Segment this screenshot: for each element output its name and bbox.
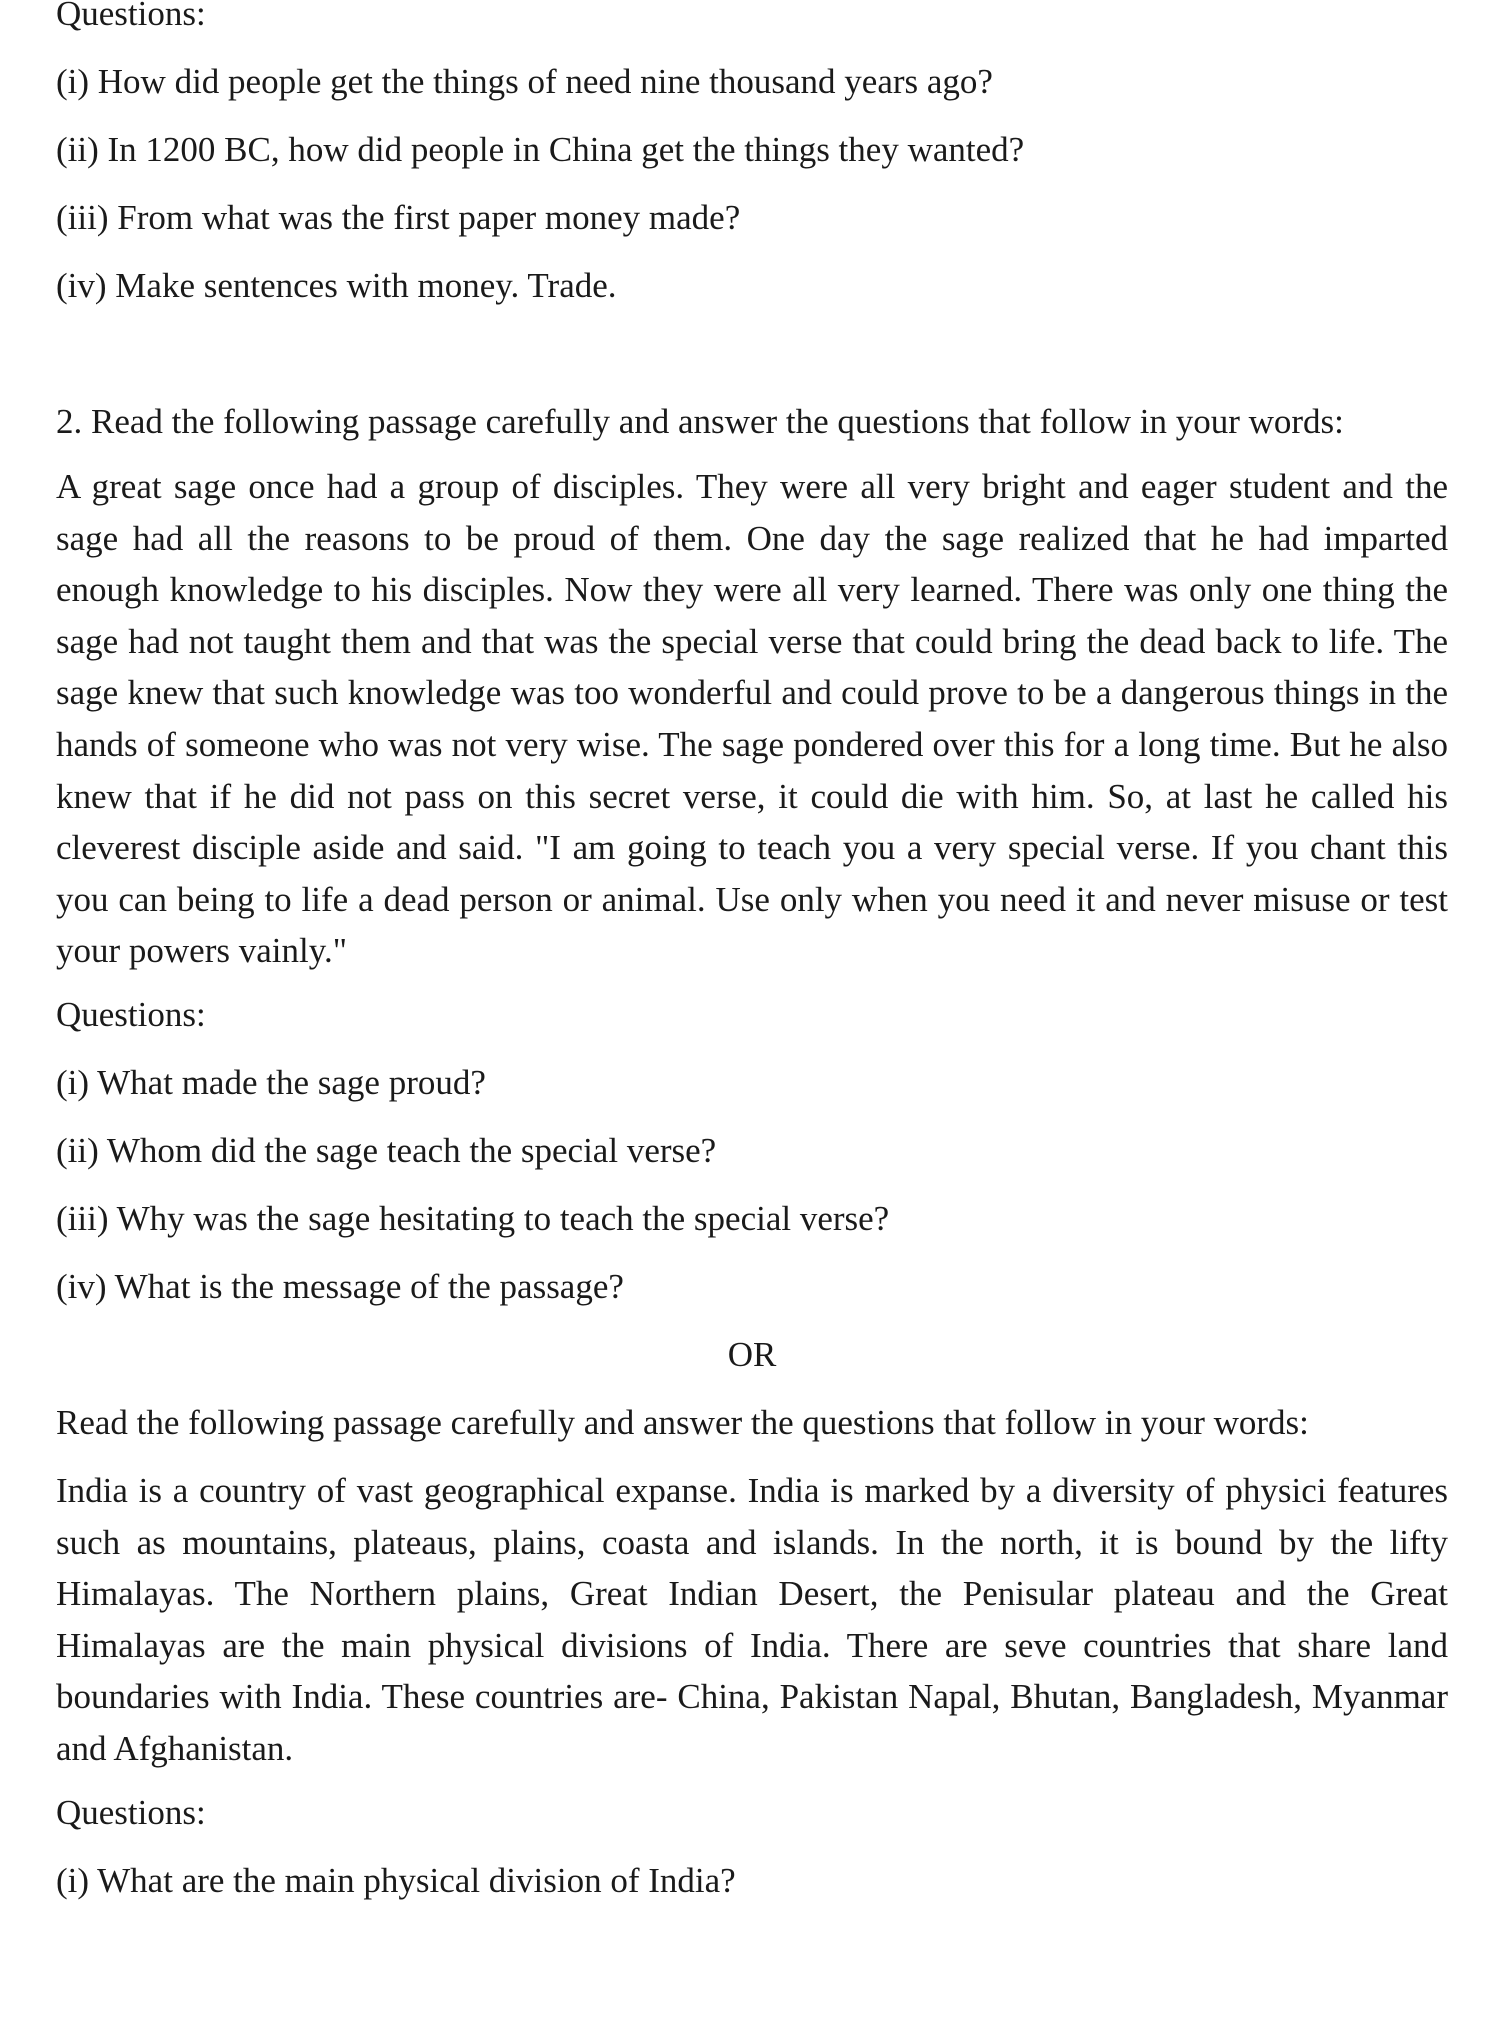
question-item: (ii) Whom did the sage teach the special verse? [56,1130,717,1170]
questions-label: Questions: [56,1792,206,1832]
question-item: (i) How did people get the things of need nine thousand years ago? [56,62,993,101]
section-1 [56,0,1448,312]
questions-label: Questions: [56,994,206,1034]
section-intro: Read the following passage carefully and answer the questions that follow in your words: [56,1402,1309,1442]
or-divider: OR [727,1334,777,1374]
section-2 [56,396,1448,1313]
passage-text: A great sage once had a group of disciples. They were all very bright and eager student and the sage had all the reasons to be proud of them. One day the sage realized that he had imparted enough knowledge to his disciples. Now they were all very learned. There was only one thing the sage had not taught them and that was the special verse that could bring the dead back to life. The sage knew that such knowledge was too wonderful and could prove to be a dangerous things in the hands of someone who was not very wise. The sage pondered over this for a long time. But he also knew that if he did not pass on this secret verse, it could die with him. So, at last he called his cleverest disciple aside and said. "I am going to teach you a very special verse. If you chant this you can being to life a dead person or animal. Use only when you need it and never misuse or test your powers vainly." [56,467,1448,971]
question-item: (i) What are the main physical division of India? [56,1860,736,1900]
question-item: (i) What made the sage proud? [56,1062,486,1102]
question-item: (iv) What is the message of the passage? [56,1266,624,1306]
section-intro: 2. Read the following passage carefully and answer the questions that follow in your words: [56,402,1344,441]
question-item: (iv) Make sentences with money. Trade. [56,266,617,305]
document-page [56,0,1448,1923]
questions-label: Questions: [56,0,206,33]
question-item: (iii) Why was the sage hesitating to teach the special verse? [56,1198,890,1238]
section-spacer [56,328,1448,396]
question-item: (iii) From what was the first paper money made? [56,198,741,237]
section-3 [56,1397,1448,1907]
question-item: (ii) In 1200 BC, how did people in China get the things they wanted? [56,130,1025,169]
passage-text: India is a country of vast geographical expanse. India is marked by a diversity of physici features such as mountains, plateaus, plains, coasta and islands. In the north, it is bound by the lifty Himalayas. The Northern plains, Great Indian Desert, the Penisular plateau and the Great Himalayas are the main physical divisions of India. There are seve countries that share land boundaries with India. These countries are- China, Pakistan Napal, Bhutan, Bangladesh, Myanmar and Afghanistan. [56,1470,1448,1768]
